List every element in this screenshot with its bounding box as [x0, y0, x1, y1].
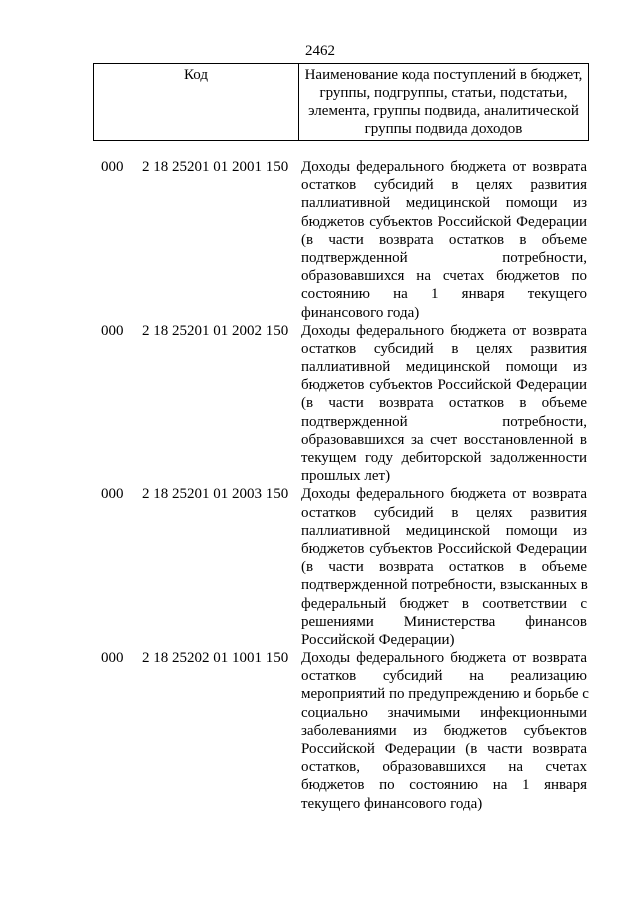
- description-line: федеральный бюджет в соответствии с: [301, 595, 587, 612]
- description-line: состоянию на 1 января текущего: [301, 286, 587, 303]
- description-line: Доходы федерального бюджета от возврата: [301, 159, 587, 175]
- revenue-code: 2 18 25201 01 2002 150: [142, 322, 289, 339]
- admin-code: 000: [101, 159, 124, 175]
- description-line: Доходы федерального бюджета от возврата: [301, 650, 587, 667]
- description-line: бюджетов по состоянию на 1 января: [301, 777, 587, 794]
- header-name-line: элемента, группы подвида, аналитической: [308, 103, 579, 119]
- description-line: финансового года): [301, 304, 420, 321]
- admin-code: 000: [101, 650, 124, 667]
- description-line: остатков, образовавшихся на счетах: [301, 759, 587, 776]
- header-code-cell: Код: [94, 64, 299, 141]
- admin-code: 000: [101, 486, 124, 503]
- header-name-line: группы, подгруппы, статьи, подстатьи,: [319, 85, 568, 101]
- description-line: бюджетов субъектов Российской Федерации: [301, 377, 587, 394]
- description-line: мероприятий по предупреждению и борьбе с: [301, 686, 589, 703]
- revenue-description: [301, 158, 587, 322]
- page-number: 2462: [305, 43, 335, 59]
- revenue-description: [301, 649, 587, 813]
- table-row: [0, 158, 640, 322]
- description-line: Российской Федерации): [301, 631, 455, 648]
- description-line: паллиативной медицинской помощи из: [301, 359, 587, 376]
- header-name-line: группы подвида доходов: [364, 121, 523, 137]
- description-line: образовавшихся на счетах бюджетов по: [301, 268, 587, 285]
- revenue-code: 2 18 25202 01 1001 150: [142, 650, 289, 667]
- description-line: (в части возврата остатков в объеме: [301, 231, 587, 248]
- description-line: подтвержденной потребности, взысканных в: [301, 577, 588, 594]
- description-line: паллиативной медицинской помощи из: [301, 195, 587, 212]
- description-line: бюджетов субъектов Российской Федерации: [301, 213, 587, 230]
- description-line: подтвержденной потребности,: [301, 249, 587, 266]
- description-line: остатков субсидий в целях развития: [301, 340, 587, 357]
- description-line: решениями Министерства финансов: [301, 613, 587, 630]
- description-line: текущем году дебиторской задолженности: [301, 450, 587, 466]
- table-row: [0, 649, 640, 813]
- description-line: (в части возврата остатков в объеме: [301, 559, 587, 576]
- description-line: остатков субсидий в целях развития: [301, 504, 587, 521]
- header-name-line: Наименование кода поступлений в бюджет,: [304, 67, 583, 83]
- description-line: прошлых лет): [301, 468, 391, 485]
- revenue-code: 2 18 25201 01 2003 150: [142, 486, 289, 503]
- description-line: паллиативной медицинской помощи из: [301, 522, 587, 539]
- admin-code: 000: [101, 322, 124, 339]
- description-line: образовавшихся за счет восстановленной в: [301, 431, 587, 448]
- description-line: заболеваниями из бюджетов субъектов: [301, 722, 587, 739]
- revenue-description: [301, 322, 587, 486]
- description-line: бюджетов субъектов Российской Федерации: [301, 540, 587, 557]
- header-name-cell: [299, 64, 589, 141]
- description-line: остатков субсидий в целях развития: [301, 177, 587, 194]
- table-body: [0, 158, 640, 813]
- table-row: [0, 485, 640, 649]
- description-line: социально значимыми инфекционными: [301, 704, 587, 721]
- description-line: Доходы федерального бюджета от возврата: [301, 486, 587, 503]
- description-line: остатков субсидий на реализацию: [301, 668, 587, 685]
- description-line: текущего финансового года): [301, 795, 483, 812]
- table-row: [0, 322, 640, 486]
- revenue-description: [301, 485, 587, 649]
- description-line: Российской Федерации (в части возврата: [301, 741, 587, 757]
- description-line: подтвержденной потребности,: [301, 413, 587, 430]
- revenue-code: 2 18 25201 01 2001 150: [142, 159, 289, 175]
- table-header: [93, 63, 589, 141]
- description-line: Доходы федерального бюджета от возврата: [301, 322, 587, 339]
- description-line: (в части возврата остатков в объеме: [301, 395, 587, 412]
